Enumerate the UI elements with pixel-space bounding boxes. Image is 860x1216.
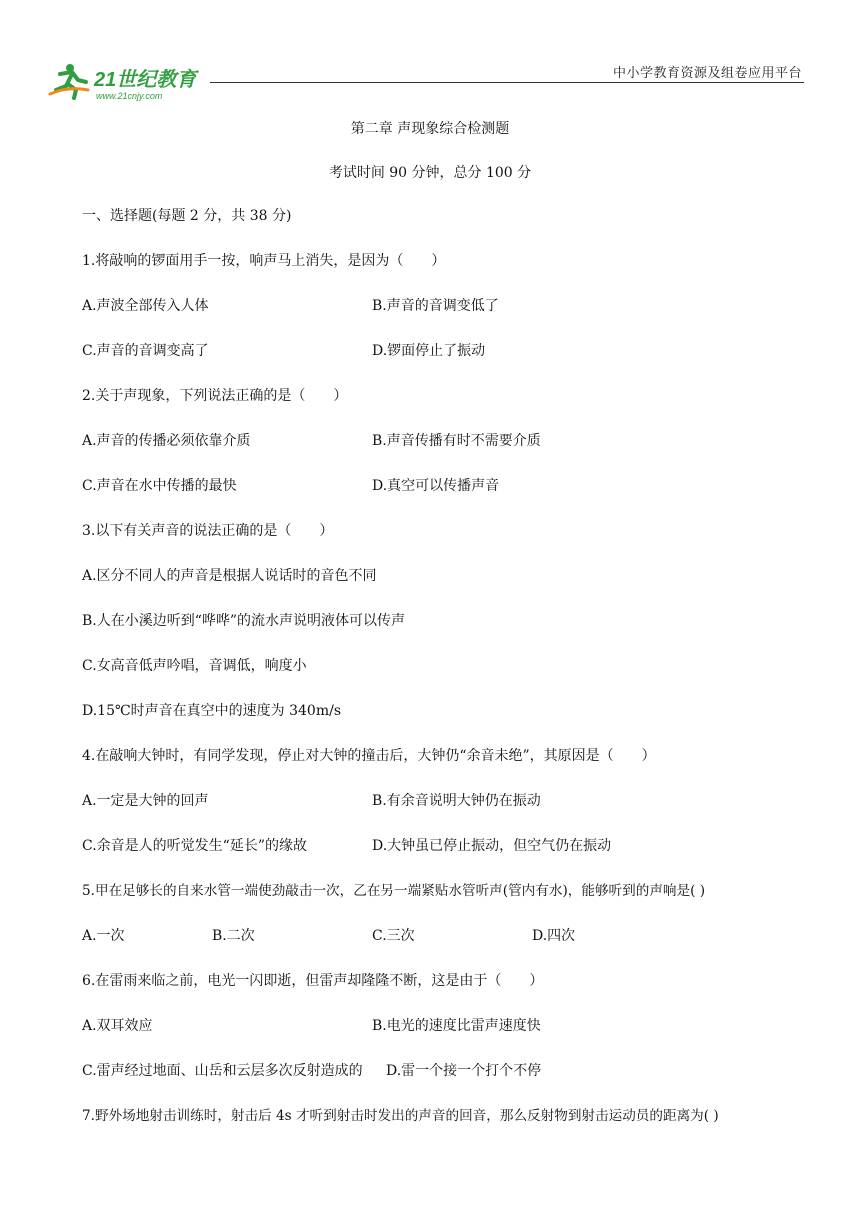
question-1-option-d: D.锣面停止了振动	[372, 343, 486, 359]
question-5-stem: 5.甲在足够长的自来水管一端使劲敲击一次，乙在另一端紧贴水管听声(管内有水)，能够听到的声响是( )	[82, 883, 706, 899]
question-1-option-c: C.声音的音调变高了	[82, 343, 209, 359]
question-4-option-c: C.余音是人的听觉发生“延长”的缘故	[82, 838, 307, 854]
question-3-stem: 3.以下有关声音的说法正确的是（ ）	[82, 523, 334, 539]
question-4-option-b: B.有余音说明大钟仍在振动	[372, 793, 541, 809]
question-2-option-c: C.声音在水中传播的最快	[82, 478, 237, 494]
question-2-stem: 2.关于声现象，下列说法正确的是（ ）	[82, 388, 348, 404]
question-1-option-b: B.声音的音调变低了	[372, 298, 499, 314]
question-4-stem: 4.在敲响大钟时，有同学发现，停止对大钟的撞击后，大钟仍“余音未绝”，其原因是（ ）	[82, 748, 656, 764]
runner-icon	[50, 64, 88, 98]
header-divider	[210, 82, 804, 83]
logo-text: 21世纪教育	[94, 69, 197, 91]
question-4-option-d: D.大钟虽已停止振动，但空气仍在振动	[372, 838, 612, 854]
question-1-stem: 1.将敲响的锣面用手一按，响声马上消失，是因为（ ）	[82, 253, 446, 269]
question-6-option-a: A.双耳效应	[82, 1018, 153, 1034]
logo-url-text: www.21cnjy.com	[96, 91, 163, 101]
question-2-option-a: A.声音的传播必须依靠介质	[82, 433, 251, 449]
question-1-option-a: A.声波全部传入人体	[82, 298, 209, 314]
section-heading: 一、选择题(每题 2 分，共 38 分)	[82, 208, 292, 224]
question-7-stem: 7.野外场地射击训练时，射击后 4s 才听到射击时发出的声音的回音，那么反射物到射击运动员的距离为( )	[82, 1108, 719, 1124]
site-logo	[48, 60, 218, 104]
question-6-option-d: D.雷一个接一个打个不停	[386, 1063, 542, 1079]
platform-name: 中小学教育资源及组卷应用平台	[612, 66, 802, 81]
question-4-option-a: A.一定是大钟的回声	[82, 793, 209, 809]
question-3-option-c: C.女高音低声吟唱，音调低，响度小	[82, 658, 307, 674]
question-2-option-b: B.声音传播有时不需要介质	[372, 433, 541, 449]
question-6-option-c: C.雷声经过地面、山岳和云层多次反射造成的	[82, 1063, 363, 1079]
question-6-stem: 6.在雷雨来临之前，电光一闪即逝，但雷声却隆隆不断，这是由于（ ）	[82, 973, 544, 989]
question-6-option-b: B.电光的速度比雷声速度快	[372, 1018, 541, 1034]
question-3-option-a: A.区分不同人的声音是根据人说话时的音色不同	[82, 568, 377, 584]
page-title: 第二章 声现象综合检测题	[350, 121, 510, 137]
question-5-option-a: A.一次	[82, 928, 125, 944]
question-3-option-d: D.15℃时声音在真空中的速度为 340m/s	[82, 703, 341, 719]
question-5-option-b: B.二次	[212, 928, 255, 944]
exam-info: 考试时间 90 分钟，总分 100 分	[328, 165, 532, 181]
question-3-option-b: B.人在小溪边听到“哗哗”的流水声说明液体可以传声	[82, 613, 406, 629]
question-2-option-d: D.真空可以传播声音	[372, 478, 500, 494]
question-5-option-d: D.四次	[532, 928, 576, 944]
question-5-option-c: C.三次	[372, 928, 415, 944]
